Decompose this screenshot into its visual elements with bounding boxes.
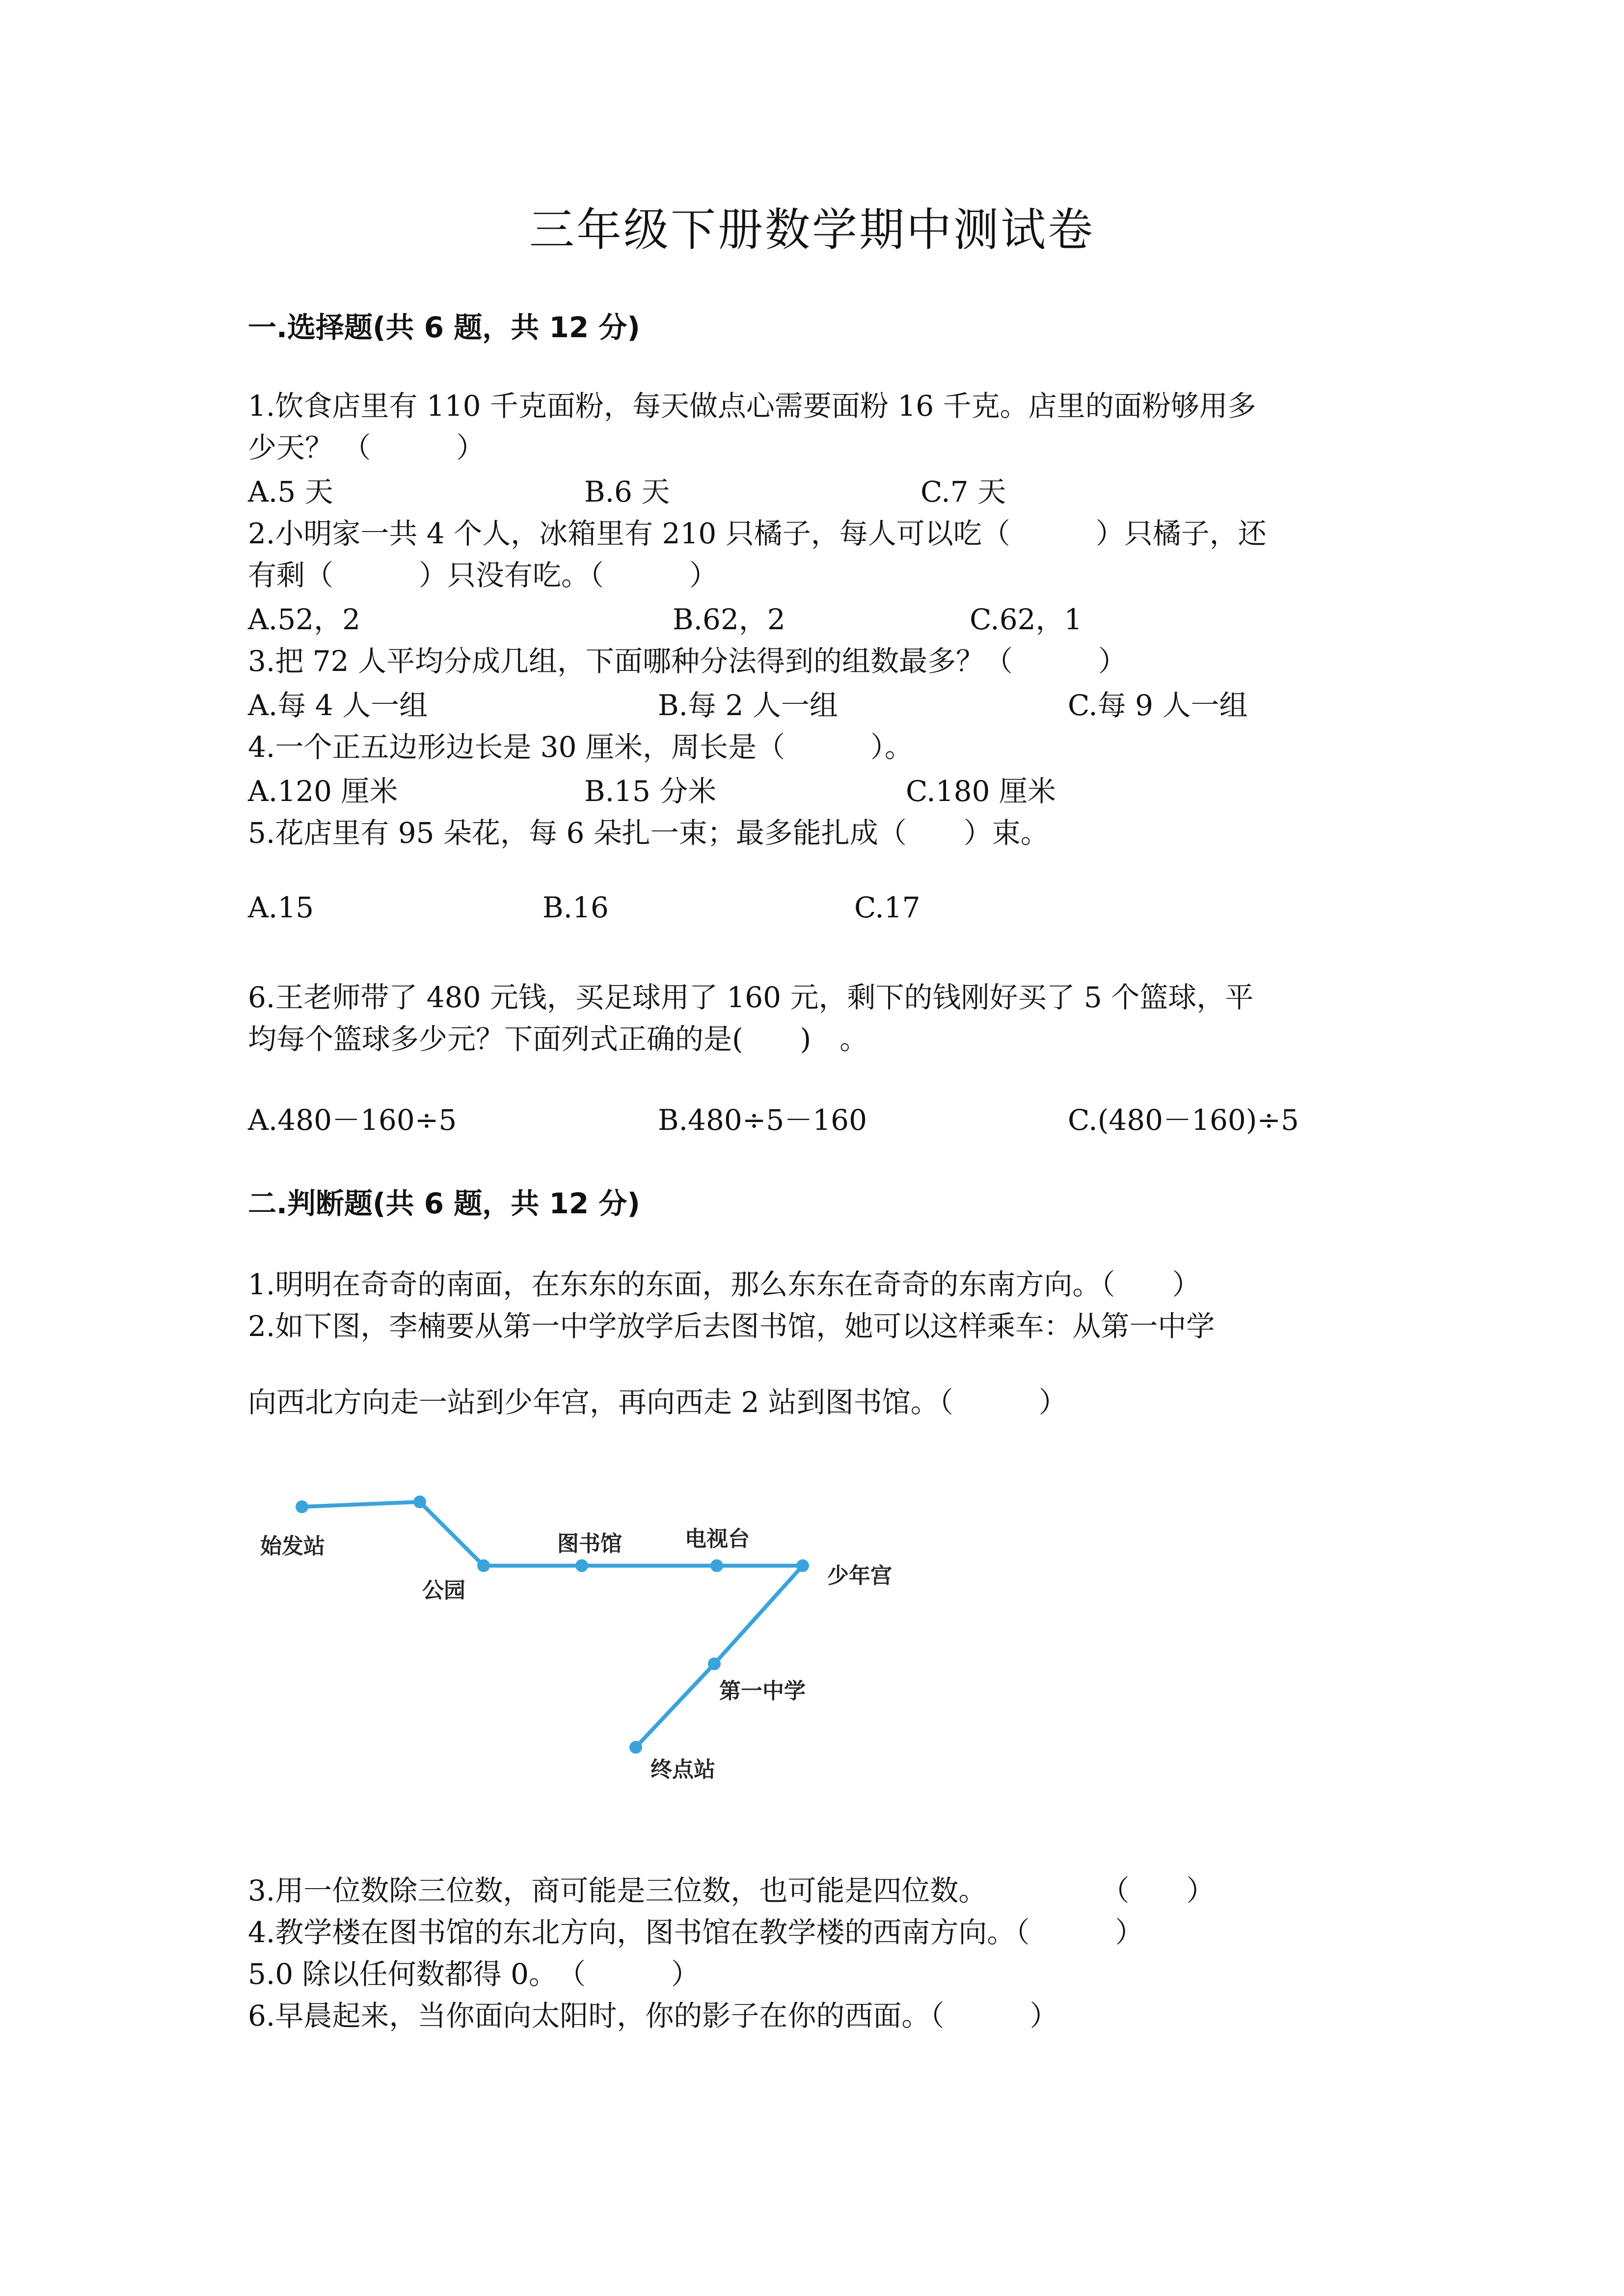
q2-2-line2: 向西北方向走一站到少年宫，再向西走 2 站到图书馆。（ ） — [248, 1386, 1067, 1419]
stop-dot-start — [296, 1500, 308, 1513]
q1-4-option-a: A.120 厘米 — [248, 774, 398, 808]
q2-4: 4.教学楼在图书馆的东北方向，图书馆在教学楼的西南方向。（ ） — [248, 1916, 1144, 1949]
q1-6-option-a: A.480－160÷5 — [248, 1103, 457, 1137]
exam-title: 三年级下册数学期中测试卷 — [529, 204, 1095, 256]
q1-3-option-a: A.每 4 人一组 — [248, 689, 428, 722]
stop-dot-tv — [710, 1559, 723, 1572]
stop-dot-school — [708, 1657, 721, 1670]
q1-1-line2: 少天？ （ ） — [248, 431, 485, 464]
q1-3-line1: 3.把 72 人平均分成几组，下面哪种分法得到的组数最多？（ ） — [248, 644, 1127, 678]
station-label-tv-station: 电视台 — [685, 1526, 750, 1551]
station-label-first-middle-school: 第一中学 — [719, 1679, 806, 1704]
q1-4-option-b: B.15 分米 — [584, 774, 717, 808]
q1-5-line1: 5.花店里有 95 朵花，每 6 朵扎一束；最多能扎成（ ）束。 — [248, 816, 1049, 850]
q2-6: 6.早晨起来，当你面向太阳时，你的影子在你的西面。（ ） — [248, 1999, 1058, 2032]
stop-dot-park — [477, 1559, 490, 1572]
q1-5-option-a: A.15 — [248, 891, 314, 924]
q1-2-line2: 有剩（ ）只没有吃。（ ） — [248, 559, 718, 592]
q1-4-option-c: C.180 厘米 — [906, 774, 1056, 808]
stop-dot-bend — [413, 1495, 426, 1508]
route-segment-start-bend — [302, 1502, 420, 1507]
q1-6-option-b: B.480÷5－160 — [658, 1103, 867, 1137]
section-1-heading: 一.选择题(共 6 题，共 12 分) — [248, 311, 640, 344]
bus-route-map — [248, 1468, 925, 1811]
station-label-park: 公园 — [422, 1578, 465, 1603]
route-segment-bend-park — [420, 1502, 484, 1566]
q1-3-option-c: C.每 9 人一组 — [1068, 689, 1248, 722]
q1-5-option-b: B.16 — [542, 891, 609, 924]
q1-2-option-c: C.62，1 — [970, 603, 1083, 636]
station-label-library: 图书馆 — [557, 1531, 622, 1556]
q2-1: 1.明明在奇奇的南面，在东东的东面，那么东东在奇奇的东南方向。（ ） — [248, 1268, 1201, 1301]
station-label-start: 始发站 — [260, 1534, 325, 1559]
station-label-terminal: 终点站 — [650, 1757, 715, 1782]
stop-dot-youth — [796, 1559, 809, 1572]
q1-1-line1: 1.饮食店里有 110 千克面粉，每天做点心需要面粉 16 千克。店里的面粉够用多 — [248, 389, 1256, 423]
q1-6-line2: 均每个篮球多少元？下面列式正确的是( ) 。 — [248, 1022, 868, 1056]
q2-5: 5.0 除以任何数都得 0。 （ ） — [248, 1957, 700, 1991]
q1-4-line1: 4.一个正五边形边长是 30 厘米，周长是（ ）。 — [248, 730, 914, 764]
route-segment-youth-school — [714, 1566, 803, 1664]
q1-2-option-a: A.52，2 — [248, 603, 361, 636]
q1-2-option-b: B.62，2 — [673, 603, 785, 636]
q1-2-line1: 2.小明家一共 4 个人，冰箱里有 210 只橘子，每人可以吃（ ）只橘子，还 — [248, 517, 1267, 550]
q1-1-option-b: B.6 天 — [584, 475, 670, 508]
route-segment-school-terminal — [636, 1664, 714, 1747]
section-2-heading: 二.判断题(共 6 题，共 12 分) — [248, 1187, 640, 1220]
stop-dot-terminal — [629, 1741, 642, 1754]
q1-3-option-b: B.每 2 人一组 — [658, 689, 838, 722]
q1-1-option-a: A.5 天 — [248, 475, 333, 508]
q1-6-option-c: C.(480－160)÷5 — [1068, 1103, 1299, 1137]
q1-1-option-c: C.7 天 — [920, 475, 1006, 508]
q1-6-line1: 6.王老师带了 480 元钱，买足球用了 160 元，剩下的钱刚好买了 5 个篮球，平 — [248, 981, 1254, 1014]
q2-2-line1: 2.如下图，李楠要从第一中学放学后去图书馆，她可以这样乘车：从第一中学 — [248, 1309, 1215, 1343]
stop-dot-library — [575, 1559, 588, 1572]
q2-3: 3.用一位数除三位数，商可能是三位数，也可能是四位数。 （ ） — [248, 1874, 1215, 1907]
station-label-youth-palace: 少年宫 — [827, 1563, 892, 1588]
q1-5-option-c: C.17 — [854, 891, 920, 924]
